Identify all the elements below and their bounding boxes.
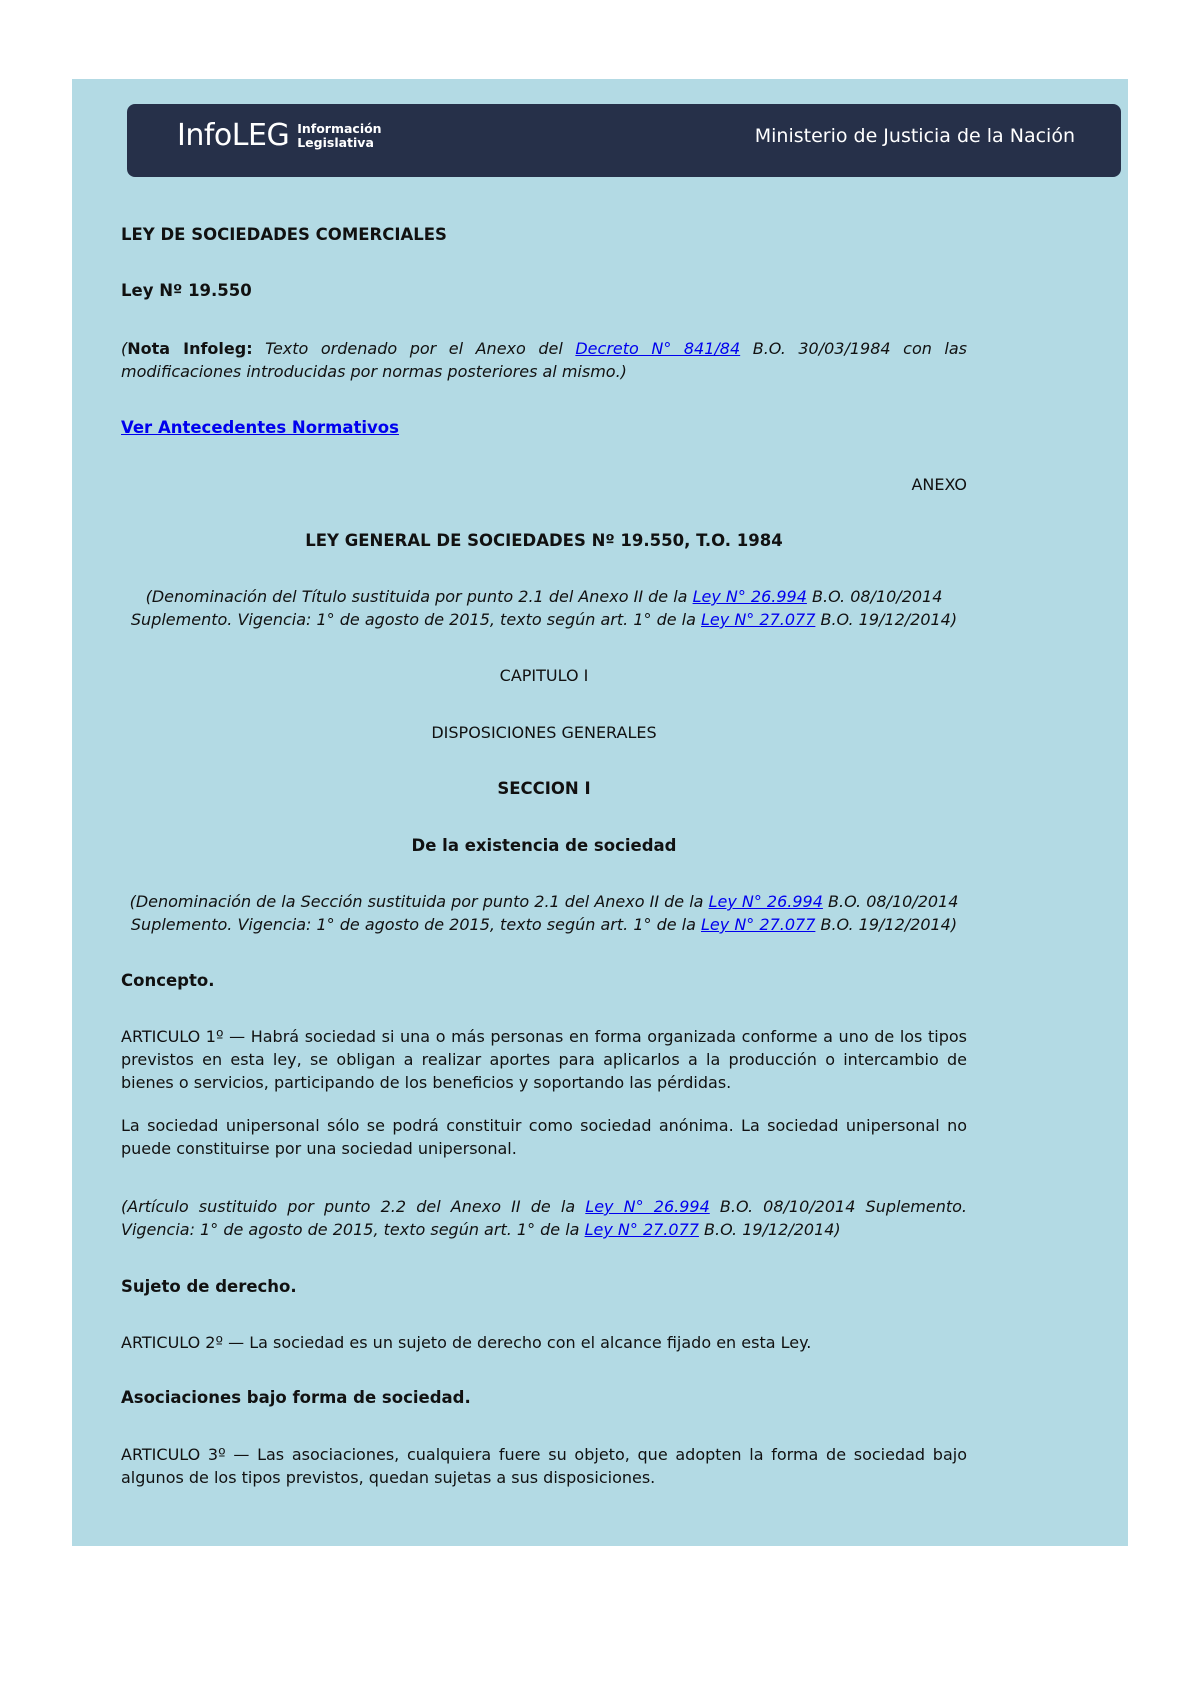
ley-26994-link[interactable]: Ley N° 26.994 — [585, 1197, 710, 1216]
denom1-text-3: B.O. 19/12/2014) — [815, 610, 958, 629]
art1-note-text-3: B.O. 19/12/2014) — [698, 1220, 841, 1239]
heading-asociaciones: Asociaciones bajo forma de sociedad. — [121, 1388, 471, 1407]
antecedentes-link[interactable]: Ver Antecedentes Normativos — [121, 418, 399, 437]
heading-sujeto: Sujeto de derecho. — [121, 1277, 297, 1296]
decreto-link[interactable]: Decreto N° 841/84 — [575, 339, 741, 358]
infoleg-banner — [127, 104, 1121, 177]
brand-name: InfoLEG — [177, 118, 290, 153]
brand-subtitle-line-2: Legislativa — [297, 134, 374, 150]
art1-note-text-2: B.O. 08/10/2014 Suplemento. Vigencia: 1° de agosto de 2015, texto según art. 1° de la — [121, 1197, 968, 1239]
document-title: LEY DE SOCIEDADES COMERCIALES — [121, 225, 447, 244]
note-text-1: Texto ordenado por el Anexo del — [252, 339, 576, 358]
heading-concepto: Concepto. — [121, 971, 215, 990]
antecedentes-row — [121, 416, 967, 439]
chapter-title: DISPOSICIONES GENERALES — [431, 723, 657, 742]
article-2: ARTICULO 2º — La sociedad es un sujeto de derecho con el alcance fijado en esta Ley. — [121, 1333, 812, 1352]
denom1-text-2: B.O. 08/10/2014 Suplemento. Vigencia: 1° de agosto de 2015, texto según art. 1° de la — [130, 587, 943, 629]
note-label: Nota Infoleg: — [127, 339, 253, 358]
ley-27077-link[interactable]: Ley N° 27.077 — [584, 1220, 699, 1239]
anexo-label: ANEXO — [911, 475, 967, 494]
ley-26994-link[interactable]: Ley N° 26.994 — [692, 587, 807, 606]
brand-subtitle-line-1: Información — [297, 120, 382, 136]
section-title: De la existencia de sociedad — [411, 836, 677, 855]
section-label: SECCION I — [497, 779, 591, 798]
article-1-note — [121, 1195, 967, 1241]
note-text-2: B.O. 30/03/1984 con las modificaciones introducidas por normas posteriores al mismo.) — [121, 339, 968, 381]
denom2-text-2: B.O. 08/10/2014 Suplemento. Vigencia: 1° de agosto de 2015, texto según art. 1° de la — [130, 892, 959, 934]
section-denomination-note — [121, 890, 967, 936]
art1-note-text-1: (Artículo sustituido por punto 2.2 del Anexo II de la — [121, 1197, 586, 1216]
ley-27077-link[interactable]: Ley N° 27.077 — [701, 915, 816, 934]
general-law-title: LEY GENERAL DE SOCIEDADES Nº 19.550, T.O. 1984 — [305, 531, 783, 550]
denom2-text-1: (Denominación de la Sección sustituida por punto 2.1 del Anexo II de la — [129, 892, 709, 911]
article-1-paragraph-2: La sociedad unipersonal sólo se podrá constituir como sociedad anónima. La sociedad unipersonal no puede constituirse por una sociedad unipersonal. — [121, 1116, 967, 1158]
denom1-text-1: (Denominación del Título sustituida por punto 2.1 del Anexo II de la — [145, 587, 693, 606]
denom2-text-3: B.O. 19/12/2014) — [815, 915, 958, 934]
note-open: ( — [121, 339, 128, 358]
ley-26994-link[interactable]: Ley N° 26.994 — [708, 892, 823, 911]
title-denomination-note — [121, 585, 967, 631]
infoleg-note — [121, 337, 967, 383]
chapter-label: CAPITULO I — [499, 666, 589, 685]
infoleg-logo[interactable] — [177, 118, 382, 153]
ministry-name: Ministerio de Justicia de la Nación — [754, 125, 1075, 147]
brand-subtitle — [297, 122, 381, 150]
ley-27077-link[interactable]: Ley N° 27.077 — [701, 610, 816, 629]
article-1: ARTICULO 1º — Habrá sociedad si una o más personas en forma organizada conforme a uno de los tipos previstos en esta ley, se obligan a realizar aportes para aplicarlos a la producción o intercambio de bienes o servicios, participando de los beneficios y soportando las pérdidas. — [121, 1027, 967, 1092]
law-number: Ley Nº 19.550 — [121, 281, 252, 300]
article-3: ARTICULO 3º — Las asociaciones, cualquiera fuere su objeto, que adopten la forma de sociedad bajo algunos de los tipos previstos, quedan sujetas a sus disposiciones. — [121, 1445, 967, 1487]
